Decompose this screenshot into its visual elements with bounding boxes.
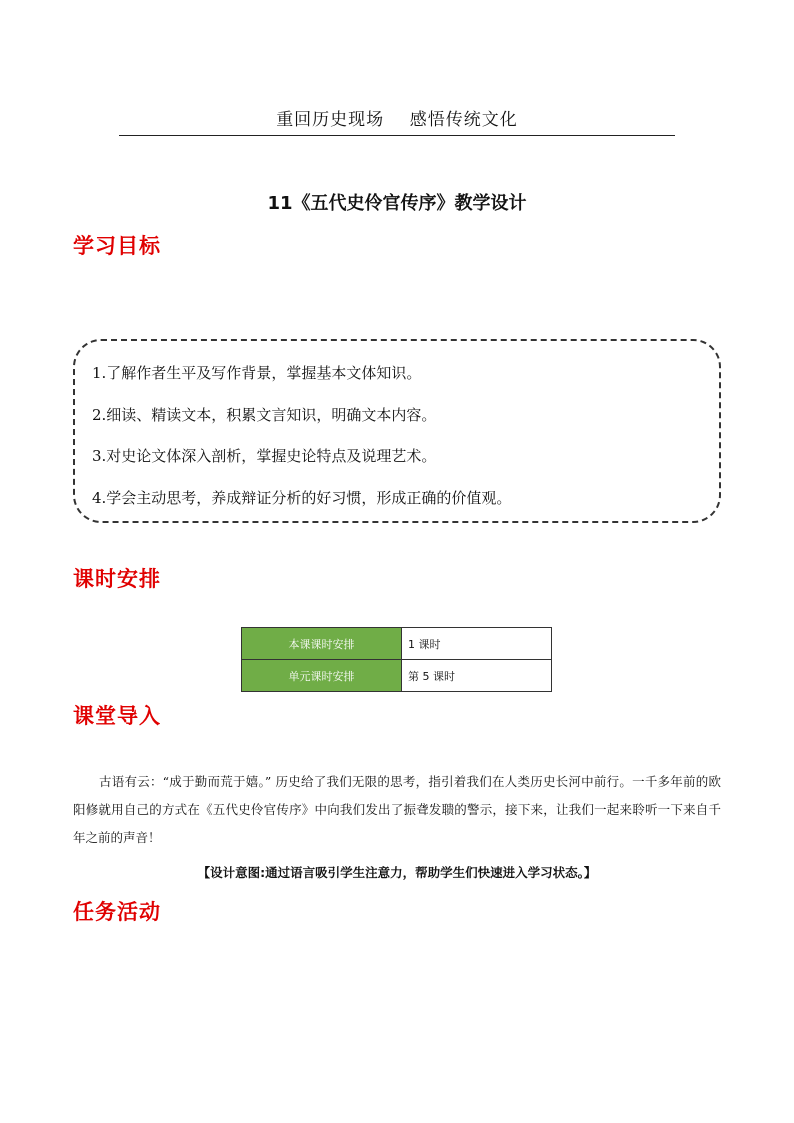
- schedule-label: 本课课时安排: [242, 628, 402, 660]
- table-row: [242, 660, 552, 692]
- schedule-value: 1 课时: [402, 628, 552, 660]
- goal-item: 2.细读、精读文本，积累文言知识，明确文本内容。: [92, 406, 437, 424]
- page-header: 重回历史现场 感悟传统文化: [276, 110, 518, 130]
- section-heading-tasks: 任务活动: [73, 900, 161, 924]
- header-divider: [119, 135, 675, 136]
- section-heading-intro: 课堂导入: [73, 704, 161, 728]
- design-intent-note: 【设计意图:通过语言吸引学生注意力，帮助学生们快速进入学习状态。】: [197, 865, 597, 880]
- schedule-value: 第 5 课时: [402, 660, 552, 692]
- table-row: [242, 628, 552, 660]
- intro-paragraph: 古语有云：“成于勤而荒于嬉。” 历史给了我们无限的思考，指引着我们在人类历史长河中前行。一千多年前的欧阳修就用自己的方式在《五代史伶官传序》中向我们发出了振聋发聩的警示，接下来，让我们一起来聆听一下来自千年之前的声音！: [73, 774, 721, 845]
- section-heading-goals: 学习目标: [73, 234, 161, 258]
- schedule-label: 单元课时安排: [242, 660, 402, 692]
- goal-item: 1.了解作者生平及写作背景，掌握基本文体知识。: [92, 364, 422, 382]
- goal-item: 3.对史论文体深入剖析，掌握史论特点及说理艺术。: [92, 447, 437, 465]
- section-heading-schedule: 课时安排: [73, 567, 161, 591]
- goal-item: 4.学会主动思考，养成辩证分析的好习惯，形成正确的价值观。: [92, 489, 512, 507]
- schedule-table: [241, 627, 552, 692]
- document-title: 11《五代史伶官传序》教学设计: [267, 193, 527, 214]
